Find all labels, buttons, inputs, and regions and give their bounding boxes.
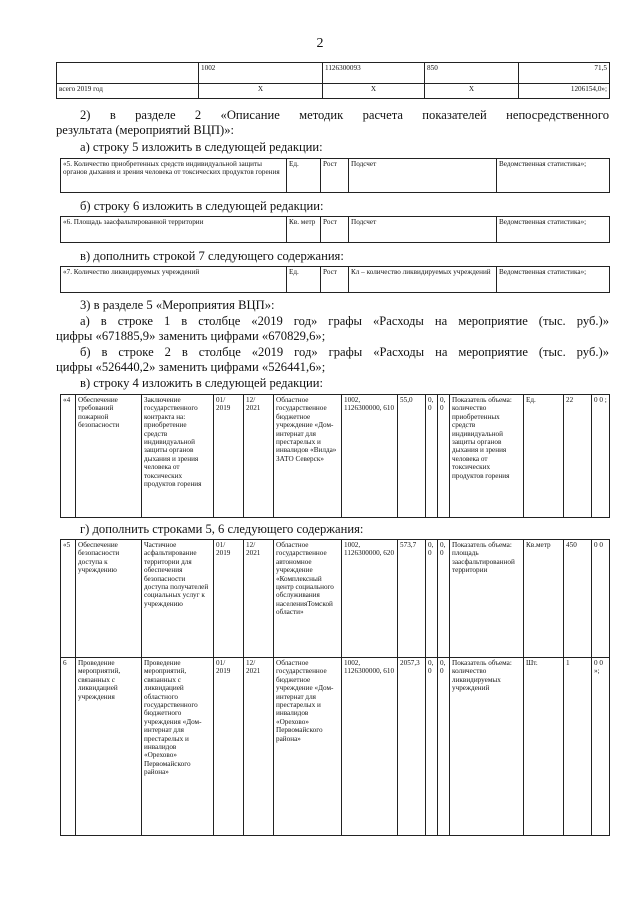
cell: 573,7 bbox=[398, 540, 426, 658]
cell: 55,0 bbox=[398, 395, 426, 518]
cell: 0, 0 bbox=[438, 395, 450, 518]
cell: «7. Количество ликвидируемых учреждений bbox=[61, 267, 287, 293]
cell: 1002, 1126300000, 610 bbox=[342, 395, 398, 518]
cell: 12/ 2021 bbox=[244, 395, 274, 518]
cell: «5 bbox=[61, 540, 76, 658]
cell: 0 0 »; bbox=[592, 658, 610, 836]
cell: Областное государственное автономное учреждение «Комплексный центр социального обслуживания населенияТомской области» bbox=[274, 540, 342, 658]
cell: Рост bbox=[321, 159, 349, 193]
cell: 1 bbox=[564, 658, 592, 836]
table-row-7 bbox=[60, 266, 610, 293]
paragraph-3: 3) в разделе 5 «Мероприятия ВЦП»: bbox=[80, 298, 275, 312]
table-row bbox=[61, 540, 610, 658]
cell: Ведомственная статистика»; bbox=[497, 217, 610, 243]
table-activity-4 bbox=[60, 394, 610, 518]
cell: 0, 0 bbox=[438, 658, 450, 836]
paragraph-2: 2) в разделе 2 «Описание методик расчета показателей непосредственного bbox=[80, 108, 609, 122]
cell: 0 0 bbox=[592, 540, 610, 658]
cell: 0, 0 bbox=[426, 395, 438, 518]
cell: 1002 bbox=[199, 63, 323, 84]
cell: Рост bbox=[321, 217, 349, 243]
table-totals bbox=[56, 62, 610, 99]
cell: Рост bbox=[321, 267, 349, 293]
cell: Ведомственная статистика»; bbox=[497, 267, 610, 293]
cell: 1126300093 bbox=[323, 63, 425, 84]
paragraph-2-cont: результата (мероприятий ВЦП)»: bbox=[56, 123, 234, 137]
cell: 22 bbox=[564, 395, 592, 518]
cell: 12/ 2021 bbox=[244, 540, 274, 658]
paragraph-3a: а) в строке 1 в столбце «2019 год» графы «Расходы на мероприятие (тыс. руб.)» bbox=[80, 314, 609, 328]
paragraph-2b: б) строку 6 изложить в следующей редакции: bbox=[80, 199, 324, 213]
cell: Кв. метр bbox=[287, 217, 321, 243]
table-row bbox=[57, 84, 610, 99]
paragraph-2a: а) строку 5 изложить в следующей редакции: bbox=[80, 140, 323, 154]
cell: Подсчет bbox=[349, 159, 497, 193]
cell: Показатель объема: количество ликвидируемых учреждений bbox=[450, 658, 524, 836]
cell: Проведение мероприятий, связанных с ликвидацией учреждения bbox=[76, 658, 142, 836]
paragraph-3d: г) дополнить строками 5, 6 следующего содержания: bbox=[80, 522, 364, 536]
cell: 0 0 ; bbox=[592, 395, 610, 518]
cell: Частичное асфальтирование территории для обеспечения безопасности доступа получателей социальных услуг к учреждению bbox=[142, 540, 214, 658]
cell: 71,5 bbox=[519, 63, 610, 84]
table-row-6 bbox=[60, 216, 610, 243]
cell: 850 bbox=[425, 63, 519, 84]
cell: 0, 0 bbox=[438, 540, 450, 658]
cell: 6 bbox=[61, 658, 76, 836]
paragraph-3a-cont: цифры «671885,9» заменить цифрами «670829,6»; bbox=[56, 329, 326, 343]
paragraph-2c: в) дополнить строкой 7 следующего содержания: bbox=[80, 249, 344, 263]
paragraph-3c: в) строку 4 изложить в следующей редакции: bbox=[80, 376, 324, 390]
cell: 450 bbox=[564, 540, 592, 658]
table-row bbox=[61, 159, 610, 193]
cell: 0, 0 bbox=[426, 540, 438, 658]
table-row bbox=[61, 217, 610, 243]
cell: 12/ 2021 bbox=[244, 658, 274, 836]
cell: Х bbox=[425, 84, 519, 99]
paragraph-3b-cont: цифры «526440,2» заменить цифрами «526441,6»; bbox=[56, 360, 326, 374]
cell: «6. Площадь заасфальтированной территории bbox=[61, 217, 287, 243]
cell: Областное государственное бюджетное учреждение «Дом-интернат для престарелых и инвалидов «Орехово» Первомайского района» bbox=[274, 658, 342, 836]
cell: Проведение мероприятий, связанных с ликвидацией областного государственного бюджетного учреждения «Дом-интернат для престарелых и инвалидов «Орехово» Первомайского района» bbox=[142, 658, 214, 836]
table-row bbox=[61, 658, 610, 836]
cell: всего 2019 год bbox=[57, 84, 199, 99]
cell: 1002, 1126300000, 620 bbox=[342, 540, 398, 658]
cell: Х bbox=[323, 84, 425, 99]
table-row bbox=[57, 63, 610, 84]
cell bbox=[57, 63, 199, 84]
cell: Ед. bbox=[287, 159, 321, 193]
table-activities-5-6 bbox=[60, 539, 610, 836]
cell: Подсчет bbox=[349, 217, 497, 243]
table-row-5 bbox=[60, 158, 610, 193]
cell: Х bbox=[199, 84, 323, 99]
paragraph-3b: б) в строке 2 в столбце «2019 год» графы «Расходы на мероприятие (тыс. руб.)» bbox=[80, 345, 609, 359]
cell: 01/ 2019 bbox=[214, 395, 244, 518]
table-row bbox=[61, 395, 610, 518]
cell: «4 bbox=[61, 395, 76, 518]
cell: Обеспечение безопасности доступа к учреждению bbox=[76, 540, 142, 658]
cell: Показатель объема: количество приобретенных средств индивидуальной защиты органов дыхания и зрения человека от токсических продуктов горения bbox=[450, 395, 524, 518]
cell: Кл – количество ликвидируемых учреждений bbox=[349, 267, 497, 293]
cell: Шт. bbox=[524, 658, 564, 836]
cell: «5. Количество приобретенных средств индивидуальной защиты органов дыхания и зрения человека от токсических продуктов горения bbox=[61, 159, 287, 193]
cell: 2057,3 bbox=[398, 658, 426, 836]
cell: Заключение государственного контракта на: приобретение средств индивидуальной защиты органов дыхания и зрения человека от токсических продуктов горения bbox=[142, 395, 214, 518]
cell: Обеспечение требований пожарной безопасности bbox=[76, 395, 142, 518]
cell: Кв.метр bbox=[524, 540, 564, 658]
cell: 1002, 1126300000, 610 bbox=[342, 658, 398, 836]
cell: 0, 0 bbox=[426, 658, 438, 836]
cell: 01/ 2019 bbox=[214, 540, 244, 658]
cell: Областное государственное бюджетное учреждение «Дом-интернат для престарелых и инвалидов «Вилда» ЗАТО Северск» bbox=[274, 395, 342, 518]
cell: Ведомственная статистика»; bbox=[497, 159, 610, 193]
cell: 01/ 2019 bbox=[214, 658, 244, 836]
cell: Ед. bbox=[287, 267, 321, 293]
cell: 1206154,0»; bbox=[519, 84, 610, 99]
cell: Показатель объема: площадь заасфальтированной территории bbox=[450, 540, 524, 658]
table-row bbox=[61, 267, 610, 293]
page-number: 2 bbox=[316, 36, 324, 51]
cell: Ед. bbox=[524, 395, 564, 518]
